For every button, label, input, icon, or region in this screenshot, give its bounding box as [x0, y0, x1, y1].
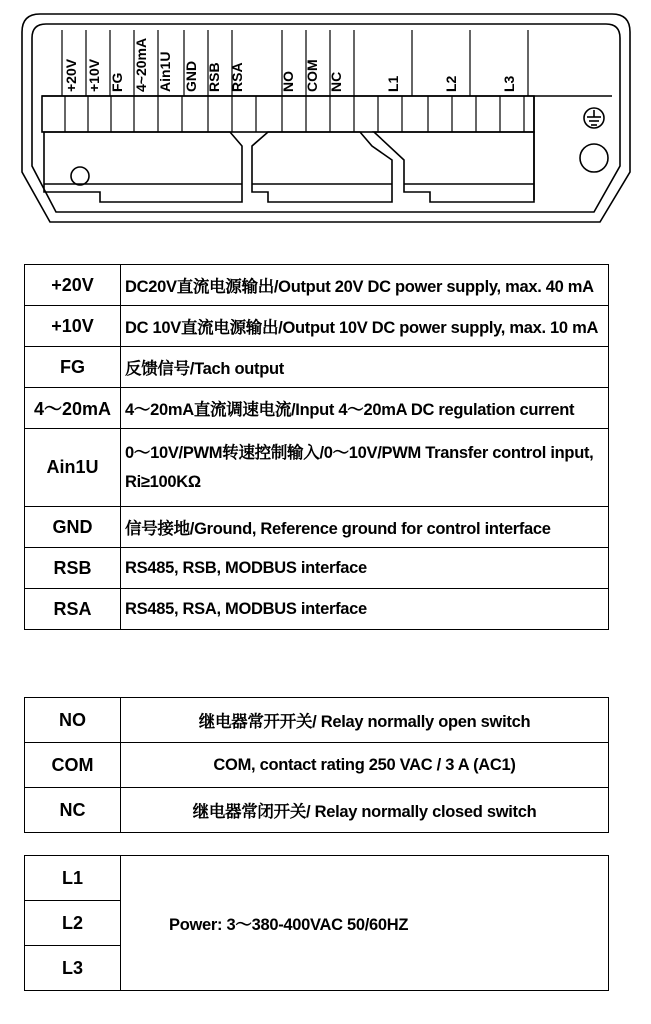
relay-terminal-table	[24, 697, 609, 833]
table-row	[25, 347, 609, 388]
terminal-block-diagram	[0, 0, 651, 230]
terminal-label: L3	[501, 75, 517, 92]
table-row	[25, 429, 609, 507]
pin-name: NC	[25, 788, 121, 833]
pin-description-line: Ri≥100KΩ	[125, 472, 201, 491]
pin-name: NO	[25, 698, 121, 743]
terminal-label: RSB	[206, 62, 222, 92]
table-row	[25, 743, 609, 788]
pin-description: 继电器常开开关/ Relay normally open switch	[121, 698, 609, 743]
pin-name: 4～20mA	[25, 388, 121, 429]
terminal-label: COM	[304, 59, 320, 92]
pin-name: FG	[25, 347, 121, 388]
pin-description	[121, 429, 609, 507]
table-row	[25, 265, 609, 306]
terminal-label: Ain1U	[157, 51, 173, 92]
control-terminal-table	[24, 264, 609, 630]
terminal-label: RSA	[229, 62, 245, 92]
pin-name: +10V	[25, 306, 121, 347]
table-row	[25, 306, 609, 347]
terminal-label: NO	[280, 71, 296, 92]
terminal-label: L1	[385, 75, 401, 92]
pin-name: RSA	[25, 589, 121, 630]
pin-name: L1	[25, 856, 121, 901]
pin-description: RS485, RSB, MODBUS interface	[121, 548, 609, 589]
pin-name: L3	[25, 946, 121, 991]
terminal-label: GND	[183, 60, 199, 92]
pin-name: Ain1U	[25, 429, 121, 507]
pin-description: 信号接地/Ground, Reference ground for control interface	[121, 507, 609, 548]
pin-name: L2	[25, 901, 121, 946]
table-row	[25, 548, 609, 589]
terminal-label: NC	[328, 71, 344, 92]
pin-description: 4～20mA直流调速电流/Input 4～20mA DC regulation current	[121, 388, 609, 429]
terminal-label: 4~20mA	[133, 37, 149, 92]
pin-description: Power: 3～380-400VAC 50/60HZ	[121, 856, 609, 991]
pin-name: COM	[25, 743, 121, 788]
terminal-label: +10V	[86, 58, 102, 92]
pin-description: 反馈信号/Tach output	[121, 347, 609, 388]
terminal-label: +20V	[63, 58, 79, 92]
table-row	[25, 507, 609, 548]
pin-name: RSB	[25, 548, 121, 589]
terminal-label: FG	[109, 72, 125, 92]
pin-description-line: 0～10V/PWM转速控制输入/0～10V/PWM Transfer control input,	[125, 443, 594, 462]
table-row	[25, 698, 609, 743]
pin-description: DC20V直流电源输出/Output 20V DC power supply, max. 40 mA	[121, 265, 609, 306]
pin-description: RS485, RSA, MODBUS interface	[121, 589, 609, 630]
table-row	[25, 388, 609, 429]
power-terminal-table	[24, 855, 609, 991]
table-row	[25, 856, 609, 901]
pin-description: 继电器常闭开关/ Relay normally closed switch	[121, 788, 609, 833]
pin-description: DC 10V直流电源输出/Output 10V DC power supply, max. 10 mA	[121, 306, 609, 347]
pin-description: COM, contact rating 250 VAC / 3 A (AC1)	[121, 743, 609, 788]
terminal-label: L2	[443, 75, 459, 92]
pin-name: +20V	[25, 265, 121, 306]
table-row	[25, 589, 609, 630]
pin-name: GND	[25, 507, 121, 548]
table-row	[25, 788, 609, 833]
